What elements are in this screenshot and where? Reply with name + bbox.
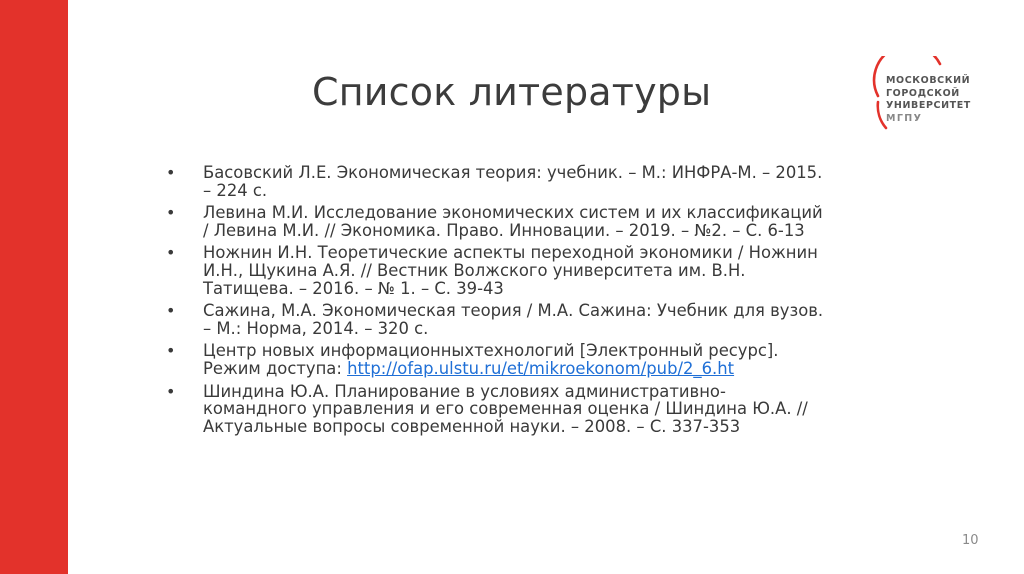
reference-text: Левина М.И. Исследование экономических систем и их классификаций / Левина М.И. // Экономика. Право. Инновации. – 2019. – №2. – С. 6-13: [203, 203, 823, 240]
bullet-icon: •: [166, 301, 176, 321]
logo-abbreviation: МГПУ: [886, 112, 923, 124]
reference-text: Ножнин И.Н. Теоретические аспекты переходной экономики / Ножнин И.Н., Щукина А.Я. // Вестник Волжского университета им. В.Н. Татищева. – 2016. – № 1. – С. 39-43: [203, 243, 818, 298]
university-logo: [872, 56, 982, 136]
reference-item: [166, 383, 826, 436]
left-accent-bar: [0, 0, 68, 574]
reference-item: [166, 342, 826, 377]
reference-item: [166, 204, 826, 239]
reference-link[interactable]: http://ofap.ulstu.ru/et/mikroekonom/pub/2_6.ht: [347, 358, 735, 378]
reference-list: [166, 164, 826, 440]
bullet-icon: •: [166, 163, 176, 182]
bullet-icon: •: [166, 243, 176, 263]
reference-text: Центр новых информационныхтехнологий [Электронный ресурс]. Режим доступа:: [203, 341, 779, 378]
reference-text: Басовский Л.Е. Экономическая теория: учебник. – М.: ИНФРА-М. – 2015. – 224 с.: [203, 163, 823, 200]
bullet-icon: •: [166, 203, 176, 223]
reference-text: Шиндина Ю.А. Планирование в условиях административно-командного управления и его современная оценка / Шиндина Ю.А. // Актуальные вопросы современной науки. – 2008. – С. 337-353: [203, 381, 808, 436]
reference-text: Сажина, М.А. Экономическая теория / М.А. Сажина: Учебник для вузов. – М.: Норма, 2014. – 320 с.: [203, 301, 824, 338]
logo-line-3: УНИВЕРСИТЕТ: [886, 100, 971, 112]
logo-line-1: МОСКОВСКИЙ: [886, 75, 971, 86]
reference-item: [166, 302, 826, 337]
bullet-icon: •: [166, 381, 176, 401]
slide-title: Список литературы: [312, 70, 712, 114]
reference-item: [166, 164, 826, 199]
bullet-icon: •: [166, 341, 176, 361]
reference-item: [166, 244, 826, 297]
page-number: 10: [962, 533, 979, 548]
logo-line-2: ГОРОДСКОЙ: [886, 87, 960, 99]
